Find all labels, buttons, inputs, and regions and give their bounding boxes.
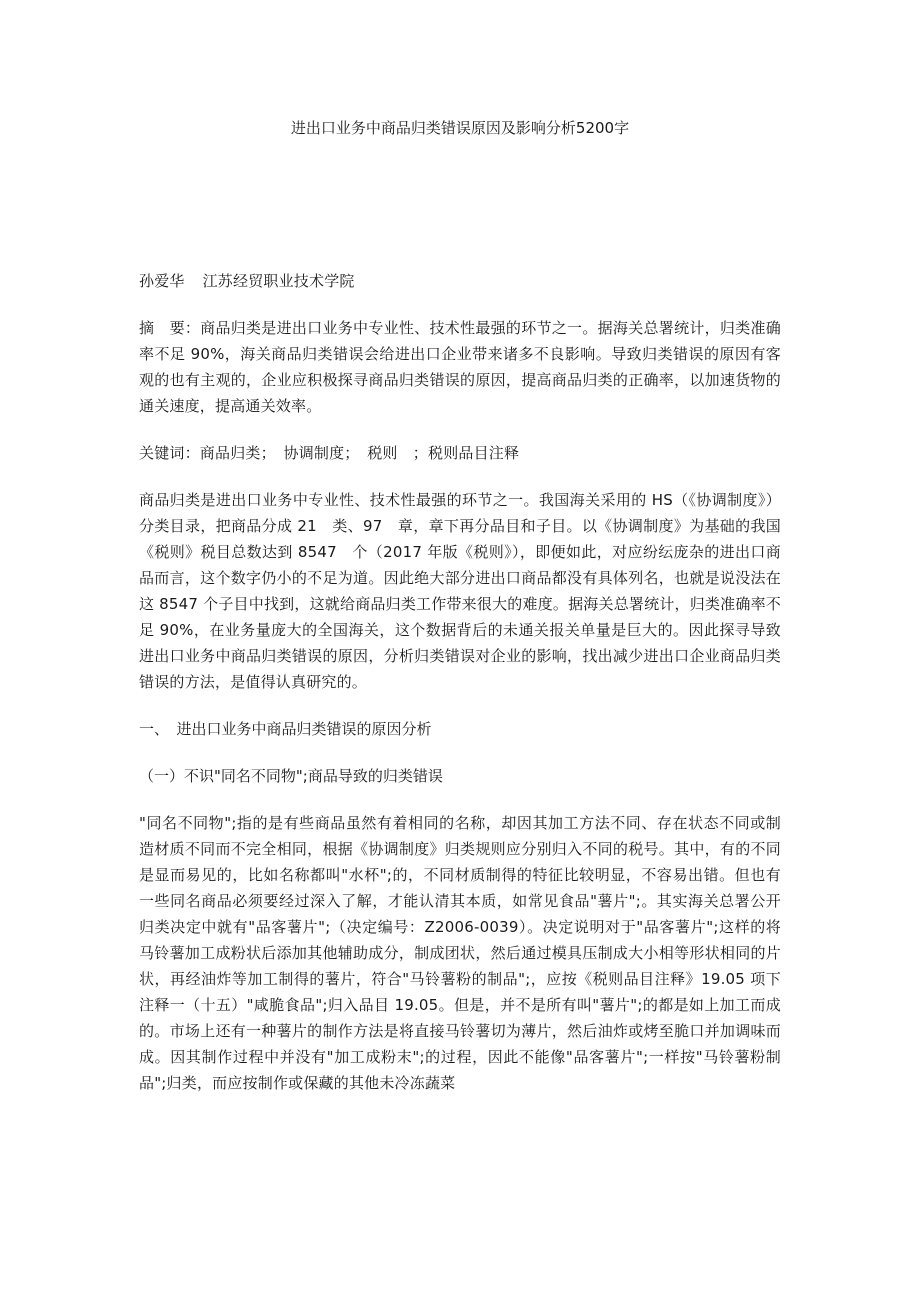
section-heading: 一、 进出口业务中商品归类错误的原因分析 <box>139 720 432 738</box>
body-paragraph: "同名不同物";指的是有些商品虽然有着相同的名称，却因其加工方法不同、存在状态不同或制造材质不同而不完全相同，根据《协调制度》归类规则应分别归入不同的税号。其中，有的不同是显而易见的，比如名称都叫"水杯";的，不同材质制得的特征比较明显，不容易出错。但也有一些同名商品必须要经过深入了解，才能认清其本质，如常见食品"薯片";。其实海关总署公开归类决定中就有"品客薯片";（决定编号：Z2006-0039）。决定说明对于"品客薯片";这样的将马铃薯加工成粉状后添加其他辅助成分，制成团状，然后通过模具压制成大小相等形状相同的片状，再经油炸等加工制得的薯片，符合"马铃薯粉的制品";，应按《税则品目注释》19.05 项下注释一（十五）"咸脆食品";归入品目 19.05。但是，并不是所有叫"薯片";的都是如上加工而成的。市场上还有一种薯片的制作方法是将直接马铃薯切为薄片，然后油炸或烤至脆口并加调味而成。因其制作过程中并没有"加工成粉末";的过程，因此不能像"品客薯片";一样按"马铃薯粉制品";归类，而应按制作或保藏的其他未冷冻蔬菜 <box>139 814 781 1092</box>
author-affiliation: 江苏经贸职业技术学院 <box>202 272 355 290</box>
keywords: 关键词：商品归类； 协调制度； 税则 ；税则品目注释 <box>139 444 520 462</box>
author-line <box>139 268 781 294</box>
document-title: 进出口业务中商品归类错误原因及影响分析5200字 <box>290 119 630 137</box>
abstract: 摘 要：商品归类是进出口业务中专业性、技术性最强的环节之一。据海关总署统计，归类准确率不足 90%，海关商品归类错误会给进出口企业带来诸多不良影响。导致归类错误的原因有客观的也有主观的，企业应积极探寻商品归类错误的原因，提高商品归类的正确率，以加速货物的通关速度，提高通关效率。 <box>139 319 781 415</box>
document-body <box>139 268 781 1117</box>
intro-paragraph: 商品归类是进出口业务中专业性、技术性最强的环节之一。我国海关采用的 HS（《协调制度》）分类目录，把商品分成 21 类、97 章，章下再分品目和子目。以《协调制度》为基础的我国《税则》税目总数达到 8547 个（2017 年版《税则》），即便如此，对应纷纭庞杂的进出口商品而言，这个数字仍小的不足为道。因此绝大部分进出口商品都没有具体列名，也就是说没法在这 8547 个子目中找到，这就给商品归类工作带来很大的难度。据海关总署统计，归类准确率不足 90%，在业务量庞大的全国海关，这个数据背后的未通关报关单量是巨大的。因此探寻导致进出口业务中商品归类错误的原因，分析归类错误对企业的影响，找出减少进出口企业商品归类错误的方法，是值得认真研究的。 <box>139 491 781 691</box>
subsection-heading: （一）不识"同名不同物";商品导致的归类错误 <box>139 767 443 785</box>
author-name: 孙爱华 <box>139 272 185 290</box>
